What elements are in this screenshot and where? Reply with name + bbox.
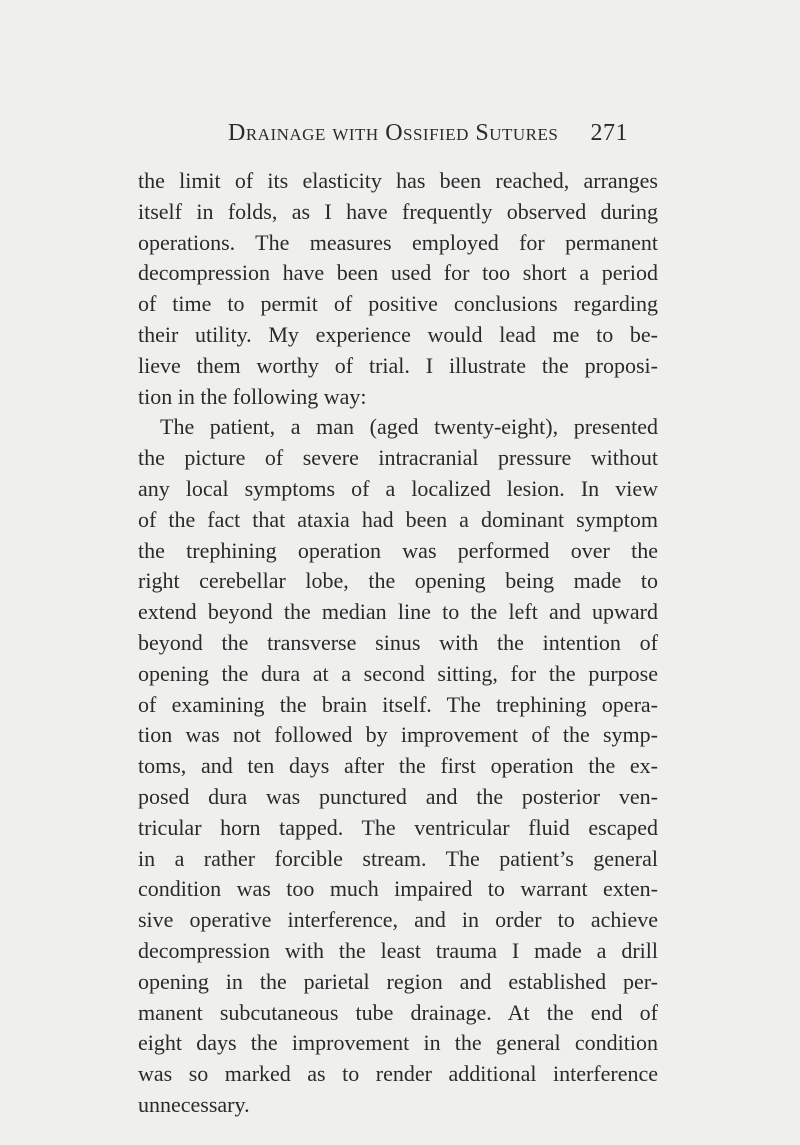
text-line: opening the dura at a second sitting, for the purpose xyxy=(138,660,658,686)
text-line: of the fact that ataxia had been a dominant symptom xyxy=(138,506,658,532)
text-line: lieve them worthy of trial. I illustrate the proposi- xyxy=(138,352,658,378)
page-number: 271 xyxy=(590,120,628,146)
text-line: tion in the following way: xyxy=(138,383,367,409)
text-line: the trephining operation was performed over the xyxy=(138,537,658,563)
text-line: any local symptoms of a localized lesion. In view xyxy=(138,475,658,501)
text-line: sive operative interference, and in order to achieve xyxy=(138,907,658,933)
text-line: opening in the parietal region and established per- xyxy=(138,968,658,994)
text-line: their utility. My experience would lead me to be- xyxy=(138,321,658,347)
running-head xyxy=(228,120,628,154)
text-line: posed dura was punctured and the posterior ven- xyxy=(138,783,658,809)
paragraph-1 xyxy=(138,166,658,412)
text-line: manent subcutaneous tube drainage. At the end of xyxy=(138,999,658,1025)
text-line: of time to permit of positive conclusions regarding xyxy=(138,291,658,317)
text-line: in a rather forcible stream. The patient’s general xyxy=(138,845,658,871)
text-line: right cerebellar lobe, the opening being made to xyxy=(138,568,658,594)
text-line: decompression with the least trauma I made a drill xyxy=(138,937,658,963)
body-text xyxy=(138,166,658,1121)
text-line: decompression have been used for too short a period xyxy=(138,260,658,286)
text-line: tion was not followed by improvement of the symp- xyxy=(138,722,658,748)
running-head-title: Drainage with Ossified Sutures xyxy=(228,120,559,146)
text-line: the limit of its elasticity has been reached, arranges xyxy=(138,168,658,193)
text-line: extend beyond the median line to the left and upward xyxy=(138,599,658,625)
text-line: operations. The measures employed for permanent xyxy=(138,229,658,255)
text-line: beyond the transverse sinus with the intention of xyxy=(138,629,658,655)
paragraph-2 xyxy=(138,412,658,1120)
text-line: tricular horn tapped. The ventricular fluid escaped xyxy=(138,814,658,840)
text-line: condition was too much impaired to warrant exten- xyxy=(138,876,658,902)
text-line: the picture of severe intracranial pressure without xyxy=(138,445,658,471)
text-line: of examining the brain itself. The trephining opera- xyxy=(138,691,658,717)
text-line: toms, and ten days after the first operation the ex- xyxy=(138,753,658,779)
text-line: unnecessary. xyxy=(138,1091,250,1117)
text-line: The patient, a man (aged twenty-eight), presented xyxy=(160,414,658,440)
text-line: eight days the improvement in the general condition xyxy=(138,1030,658,1056)
text-line: was so marked as to render additional interference xyxy=(138,1061,658,1087)
text-line: itself in folds, as I have frequently observed during xyxy=(138,198,658,224)
